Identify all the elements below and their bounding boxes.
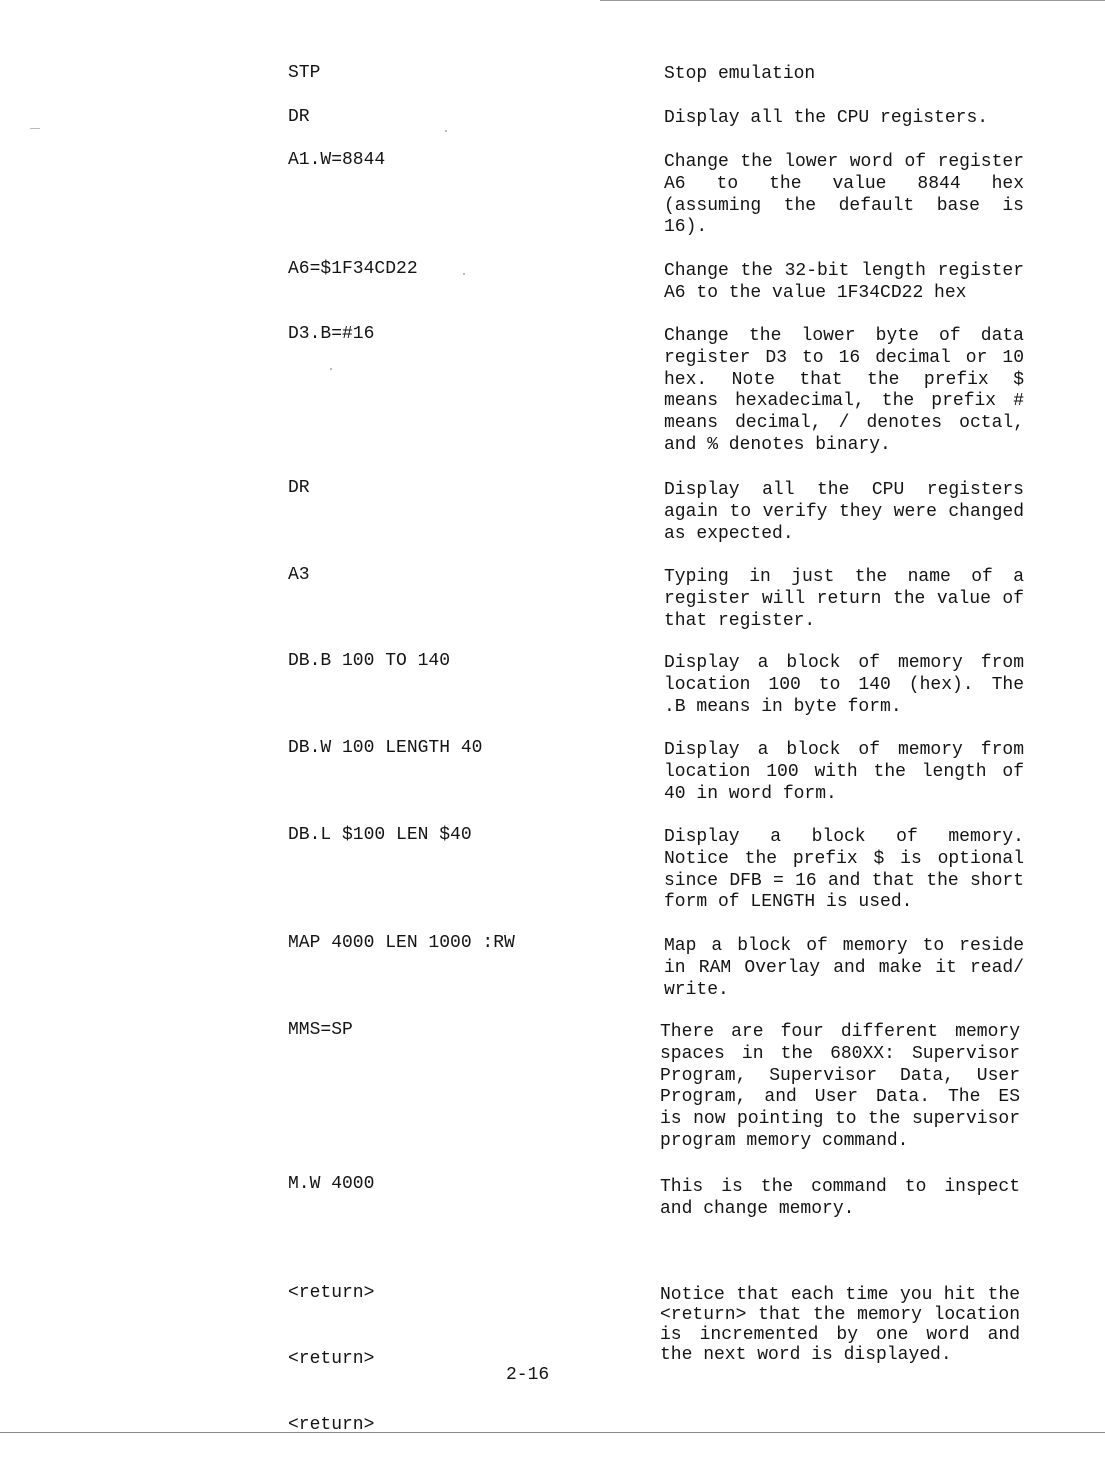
command-d3b: D3.B=#16 [288, 324, 375, 344]
description-line: Display a block of memory from [664, 740, 1024, 760]
description-line: is now pointing to the supervisor [660, 1109, 1020, 1130]
description-line: means decimal, / denotes octal, [664, 413, 1024, 434]
scan-speck [30, 128, 40, 129]
command-dbl: DB.L $100 LEN $40 [288, 825, 472, 845]
description-mms [660, 1022, 1020, 1153]
description-line: Display a block of memory from [664, 653, 1024, 673]
description-line: in RAM Overlay and make it read/ [664, 957, 1024, 978]
description-dr [664, 108, 1024, 130]
description-line: Notice that each time you hit the [660, 1285, 1020, 1305]
description-line: Program, Supervisor Data, User [660, 1065, 1020, 1086]
description-line: Change the lower byte of data [664, 326, 1024, 346]
page-number: 2-16 [506, 1365, 550, 1385]
scan-speck [330, 368, 332, 370]
command-map: MAP 4000 LEN 1000 :RW [288, 933, 515, 953]
description-line: 16). [664, 217, 708, 238]
description-line: as expected. [664, 523, 794, 544]
description-mw [660, 1177, 1020, 1221]
description-line: A6 to the value 8844 hex [664, 173, 1024, 194]
description-line: <return> that the memory location [660, 1305, 1020, 1325]
command-a3: A3 [288, 565, 310, 585]
description-line: program memory command. [660, 1130, 909, 1151]
command-dbb: DB.B 100 TO 140 [288, 651, 451, 671]
description-line: There are four different memory [660, 1022, 1020, 1042]
description-line: again to verify they were changed [664, 501, 1024, 522]
description-line: Notice the prefix $ is optional [664, 848, 1024, 869]
scan-speck [445, 130, 447, 132]
description-line: Typing in just the name of a [664, 567, 1024, 587]
return-keystrokes [288, 1238, 618, 1480]
description-line: location 100 to 140 (hex). The [664, 674, 1024, 695]
description-line: 40 in word form. [664, 783, 837, 804]
description-line: and % denotes binary. [664, 434, 891, 455]
page-top-edge [600, 0, 1105, 1]
description-dbl [664, 827, 1024, 914]
return-keystroke: <return> [288, 1415, 375, 1435]
description-line: and change memory. [660, 1198, 855, 1219]
return-keystroke: <return> [288, 1349, 375, 1369]
description-line: Program, and User Data. The ES [660, 1087, 1020, 1108]
description-a6 [664, 261, 1024, 305]
description-line: Display all the CPU registers [664, 480, 1024, 500]
command-dbw: DB.W 100 LENGTH 40 [288, 738, 483, 758]
description-return [660, 1285, 1020, 1365]
description-map [664, 936, 1024, 1001]
description-line: since DFB = 16 and that the short [664, 870, 1024, 891]
description-line: is incremented by one word and [660, 1325, 1020, 1345]
description-dr-again [664, 480, 1024, 545]
description-line: register will return the value of [664, 588, 1024, 609]
command-a6: A6=$1F34CD22 [288, 259, 418, 279]
description-line: hex. Note that the prefix $ [664, 369, 1024, 390]
description-line: Change the 32-bit length register [664, 261, 1024, 281]
description-line: (assuming the default base is [664, 195, 1024, 216]
description-line: Stop emulation [664, 64, 816, 84]
command-a1w: A1.W=8844 [288, 150, 386, 170]
description-line: that register. [664, 610, 816, 631]
description-line: Display all the CPU registers. [664, 108, 989, 128]
description-dbw [664, 740, 1024, 805]
command-mw: M.W 4000 [288, 1174, 375, 1194]
description-line: Display a block of memory. [664, 827, 1024, 847]
description-line: register D3 to 16 decimal or 10 [664, 347, 1024, 368]
command-dr-again: DR [288, 478, 310, 498]
description-line: .B means in byte form. [664, 696, 902, 717]
description-a1w [664, 152, 1024, 239]
description-d3b [664, 326, 1024, 457]
command-stp: STP [288, 63, 321, 83]
description-line: write. [664, 979, 729, 1000]
description-line: A6 to the value 1F34CD22 hex [664, 282, 967, 303]
description-stp [664, 64, 1024, 86]
description-a3 [664, 567, 1024, 632]
description-line: Map a block of memory to reside [664, 936, 1024, 956]
description-line: Change the lower word of register [664, 152, 1024, 172]
command-dr: DR [288, 107, 310, 127]
return-keystroke: <return> [288, 1283, 375, 1303]
description-line: This is the command to inspect [660, 1177, 1020, 1197]
description-line: form of LENGTH is used. [664, 892, 913, 913]
command-mms: MMS=SP [288, 1020, 353, 1040]
description-line: means hexadecimal, the prefix # [664, 391, 1024, 412]
description-line: location 100 with the length of [664, 761, 1024, 782]
description-line: spaces in the 680XX: Supervisor [660, 1043, 1020, 1064]
description-dbb [664, 653, 1024, 718]
description-line: the next word is displayed. [660, 1345, 952, 1365]
